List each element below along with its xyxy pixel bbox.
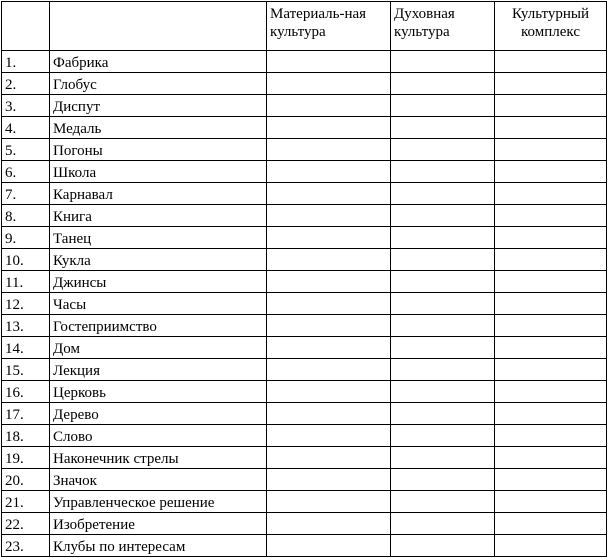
- row-number: 20.: [2, 469, 50, 491]
- cell-material-culture[interactable]: [267, 227, 391, 249]
- row-item: Управленческое решение: [50, 491, 267, 513]
- row-item: Диспут: [50, 95, 267, 117]
- cell-cultural-complex[interactable]: [495, 535, 607, 557]
- table-row: [2, 491, 607, 513]
- row-item: Дом: [50, 337, 267, 359]
- table-row: [2, 183, 607, 205]
- table-row: [2, 535, 607, 557]
- table-row: [2, 425, 607, 447]
- table-body: [2, 51, 607, 557]
- cell-material-culture[interactable]: [267, 359, 391, 381]
- cell-spiritual-culture[interactable]: [391, 183, 495, 205]
- cell-spiritual-culture[interactable]: [391, 293, 495, 315]
- table-row: [2, 447, 607, 469]
- row-number: 23.: [2, 535, 50, 557]
- cell-spiritual-culture[interactable]: [391, 249, 495, 271]
- cell-material-culture[interactable]: [267, 117, 391, 139]
- table-row: [2, 117, 607, 139]
- cell-cultural-complex[interactable]: [495, 73, 607, 95]
- table-row: [2, 315, 607, 337]
- cell-spiritual-culture[interactable]: [391, 315, 495, 337]
- header-cultural-complex: Культурный комплекс: [495, 2, 607, 51]
- cell-cultural-complex[interactable]: [495, 447, 607, 469]
- cell-spiritual-culture[interactable]: [391, 73, 495, 95]
- row-number: 11.: [2, 271, 50, 293]
- row-item: Школа: [50, 161, 267, 183]
- row-number: 17.: [2, 403, 50, 425]
- table-row: [2, 73, 607, 95]
- cell-cultural-complex[interactable]: [495, 95, 607, 117]
- cell-spiritual-culture[interactable]: [391, 491, 495, 513]
- row-item: Танец: [50, 227, 267, 249]
- cell-material-culture[interactable]: [267, 513, 391, 535]
- row-item: Медаль: [50, 117, 267, 139]
- cell-cultural-complex[interactable]: [495, 381, 607, 403]
- table-row: [2, 51, 607, 73]
- cell-spiritual-culture[interactable]: [391, 425, 495, 447]
- header-row: [2, 2, 607, 51]
- row-item: Джинсы: [50, 271, 267, 293]
- row-item: Слово: [50, 425, 267, 447]
- row-item: Гостеприимство: [50, 315, 267, 337]
- cell-material-culture[interactable]: [267, 205, 391, 227]
- row-number: 15.: [2, 359, 50, 381]
- row-item: Глобус: [50, 73, 267, 95]
- row-number: 5.: [2, 139, 50, 161]
- cell-cultural-complex[interactable]: [495, 205, 607, 227]
- cell-cultural-complex[interactable]: [495, 51, 607, 73]
- row-number: 14.: [2, 337, 50, 359]
- cell-cultural-complex[interactable]: [495, 227, 607, 249]
- row-number: 22.: [2, 513, 50, 535]
- row-number: 3.: [2, 95, 50, 117]
- cell-spiritual-culture[interactable]: [391, 95, 495, 117]
- row-number: 16.: [2, 381, 50, 403]
- row-item: Погоны: [50, 139, 267, 161]
- row-item: Дерево: [50, 403, 267, 425]
- cell-spiritual-culture[interactable]: [391, 513, 495, 535]
- cell-cultural-complex[interactable]: [495, 139, 607, 161]
- row-item: Церковь: [50, 381, 267, 403]
- cell-material-culture[interactable]: [267, 425, 391, 447]
- cell-spiritual-culture[interactable]: [391, 139, 495, 161]
- row-item: Фабрика: [50, 51, 267, 73]
- cell-material-culture[interactable]: [267, 403, 391, 425]
- table-row: [2, 249, 607, 271]
- cell-material-culture[interactable]: [267, 51, 391, 73]
- cell-material-culture[interactable]: [267, 139, 391, 161]
- row-item: Значок: [50, 469, 267, 491]
- cell-cultural-complex[interactable]: [495, 161, 607, 183]
- cell-cultural-complex[interactable]: [495, 117, 607, 139]
- header-spiritual-culture: Духовная культура: [391, 2, 495, 51]
- row-item: Книга: [50, 205, 267, 227]
- row-item: Наконечник стрелы: [50, 447, 267, 469]
- cell-cultural-complex[interactable]: [495, 271, 607, 293]
- row-number: 9.: [2, 227, 50, 249]
- cell-cultural-complex[interactable]: [495, 513, 607, 535]
- table-row: [2, 469, 607, 491]
- table-row: [2, 381, 607, 403]
- cell-spiritual-culture[interactable]: [391, 161, 495, 183]
- table-row: [2, 403, 607, 425]
- cell-material-culture[interactable]: [267, 249, 391, 271]
- row-number: 13.: [2, 315, 50, 337]
- row-number: 21.: [2, 491, 50, 513]
- row-item: Карнавал: [50, 183, 267, 205]
- row-number: 18.: [2, 425, 50, 447]
- table-row: [2, 161, 607, 183]
- cell-material-culture[interactable]: [267, 315, 391, 337]
- table-row: [2, 513, 607, 535]
- cell-material-culture[interactable]: [267, 337, 391, 359]
- row-number: 12.: [2, 293, 50, 315]
- table-row: [2, 271, 607, 293]
- cell-material-culture[interactable]: [267, 271, 391, 293]
- cell-cultural-complex[interactable]: [495, 315, 607, 337]
- cell-spiritual-culture[interactable]: [391, 337, 495, 359]
- cell-cultural-complex[interactable]: [495, 469, 607, 491]
- cell-spiritual-culture[interactable]: [391, 271, 495, 293]
- table-row: [2, 337, 607, 359]
- row-item: Часы: [50, 293, 267, 315]
- cell-material-culture[interactable]: [267, 73, 391, 95]
- cell-spiritual-culture[interactable]: [391, 205, 495, 227]
- cell-material-culture[interactable]: [267, 469, 391, 491]
- cell-spiritual-culture[interactable]: [391, 227, 495, 249]
- cell-cultural-complex[interactable]: [495, 403, 607, 425]
- cell-cultural-complex[interactable]: [495, 425, 607, 447]
- table-row: [2, 227, 607, 249]
- cell-material-culture[interactable]: [267, 535, 391, 557]
- row-number: 4.: [2, 117, 50, 139]
- row-number: 10.: [2, 249, 50, 271]
- row-number: 8.: [2, 205, 50, 227]
- row-number: 2.: [2, 73, 50, 95]
- row-number: 1.: [2, 51, 50, 73]
- cell-material-culture[interactable]: [267, 447, 391, 469]
- cell-cultural-complex[interactable]: [495, 293, 607, 315]
- cell-spiritual-culture[interactable]: [391, 447, 495, 469]
- header-material-culture: Материаль-ная культура: [267, 2, 391, 51]
- cell-cultural-complex[interactable]: [495, 183, 607, 205]
- cell-spiritual-culture[interactable]: [391, 469, 495, 491]
- cell-spiritual-culture[interactable]: [391, 359, 495, 381]
- row-item: Кукла: [50, 249, 267, 271]
- cell-cultural-complex[interactable]: [495, 491, 607, 513]
- cell-spiritual-culture[interactable]: [391, 51, 495, 73]
- row-item: Лекция: [50, 359, 267, 381]
- table-row: [2, 205, 607, 227]
- cell-cultural-complex[interactable]: [495, 249, 607, 271]
- cell-material-culture[interactable]: [267, 95, 391, 117]
- cell-cultural-complex[interactable]: [495, 359, 607, 381]
- row-number: 6.: [2, 161, 50, 183]
- cell-material-culture[interactable]: [267, 183, 391, 205]
- row-number: 19.: [2, 447, 50, 469]
- row-item: Клубы по интересам: [50, 535, 267, 557]
- cell-cultural-complex[interactable]: [495, 337, 607, 359]
- header-item: [50, 2, 267, 51]
- row-item: Изобретение: [50, 513, 267, 535]
- header-number: [2, 2, 50, 51]
- cell-material-culture[interactable]: [267, 293, 391, 315]
- cell-spiritual-culture[interactable]: [391, 381, 495, 403]
- cell-material-culture[interactable]: [267, 161, 391, 183]
- row-number: 7.: [2, 183, 50, 205]
- culture-classification-table: [1, 1, 607, 557]
- cell-spiritual-culture[interactable]: [391, 403, 495, 425]
- table-row: [2, 293, 607, 315]
- cell-spiritual-culture[interactable]: [391, 535, 495, 557]
- table-row: [2, 95, 607, 117]
- cell-spiritual-culture[interactable]: [391, 117, 495, 139]
- cell-material-culture[interactable]: [267, 491, 391, 513]
- table-row: [2, 359, 607, 381]
- cell-material-culture[interactable]: [267, 381, 391, 403]
- table-row: [2, 139, 607, 161]
